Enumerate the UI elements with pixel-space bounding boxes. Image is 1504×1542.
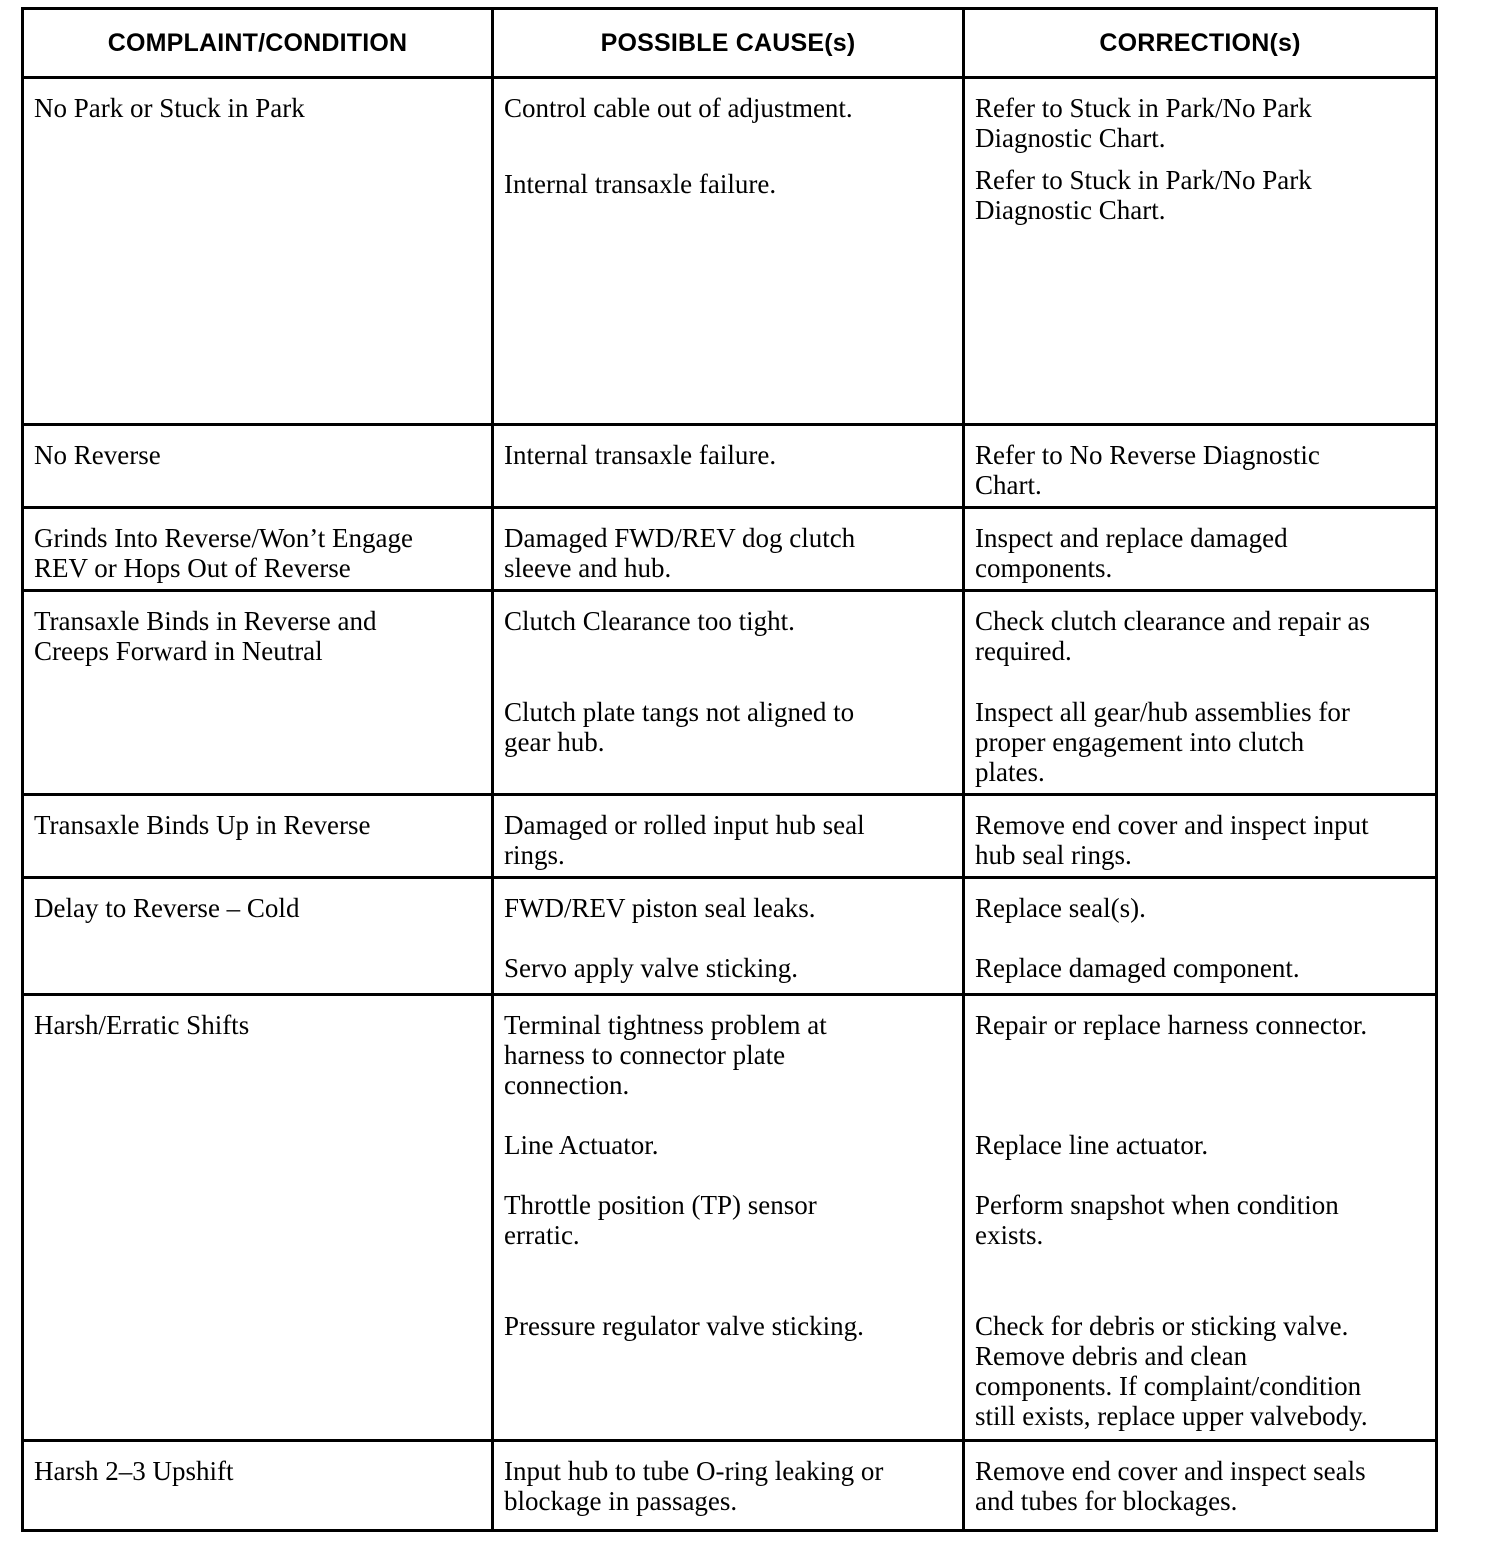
correction-text: Check for debris or sticking valve. Remove debris and clean components. If complaint/condition still exists, replace upper valvebody.	[975, 1311, 1368, 1431]
complaint-cell	[23, 1441, 493, 1531]
complaint-text: Harsh 2–3 Upshift	[34, 1456, 234, 1486]
table-row	[23, 795, 1437, 878]
table-row	[23, 995, 1437, 1441]
correction-cell	[964, 795, 1437, 878]
correction-cell	[964, 591, 1437, 795]
correction-text: Refer to Stuck in Park/No Park Diagnostic Chart.	[975, 93, 1312, 153]
cause-cell	[493, 1441, 964, 1531]
cause-text: Control cable out of adjustment.	[504, 93, 853, 123]
complaint-text: Transaxle Binds Up in Reverse	[34, 810, 371, 840]
correction-text: Replace damaged component.	[975, 953, 1300, 983]
table-body	[23, 78, 1437, 1531]
table-row	[23, 78, 1437, 425]
cause-cell	[493, 78, 964, 425]
correction-text: Refer to No Reverse Diagnostic Chart.	[975, 440, 1320, 500]
correction-cell	[964, 995, 1437, 1441]
cause-text: Pressure regulator valve sticking.	[504, 1311, 864, 1341]
cause-cell	[493, 795, 964, 878]
correction-text: Perform snapshot when condition exists.	[975, 1190, 1339, 1250]
complaint-cell	[23, 795, 493, 878]
header-complaint: COMPLAINT/CONDITION	[23, 9, 493, 78]
cause-text: Damaged FWD/REV dog clutch sleeve and hub.	[504, 523, 856, 583]
complaint-cell	[23, 508, 493, 591]
cause-text: Throttle position (TP) sensor erratic.	[504, 1190, 817, 1250]
correction-text: Replace seal(s).	[975, 893, 1146, 923]
cause-cell	[493, 995, 964, 1441]
correction-cell	[964, 425, 1437, 508]
cause-text: Damaged or rolled input hub seal rings.	[504, 810, 865, 870]
correction-text: Inspect all gear/hub assemblies for proper engagement into clutch plates.	[975, 697, 1350, 787]
table-row	[23, 878, 1437, 995]
complaint-text: Harsh/Erratic Shifts	[34, 1010, 250, 1040]
correction-cell	[964, 508, 1437, 591]
header-cause: POSSIBLE CAUSE(s)	[493, 9, 964, 78]
table-row	[23, 425, 1437, 508]
complaint-text: Transaxle Binds in Reverse and Creeps Forward in Neutral	[34, 606, 377, 666]
cause-text: Terminal tightness problem at harness to connector plate connection.	[504, 1010, 827, 1100]
complaint-cell	[23, 78, 493, 425]
complaint-cell	[23, 995, 493, 1441]
correction-text: Remove end cover and inspect seals and tubes for blockages.	[975, 1456, 1366, 1516]
correction-cell	[964, 78, 1437, 425]
table-row	[23, 591, 1437, 795]
cause-text: Line Actuator.	[504, 1130, 659, 1160]
complaint-cell	[23, 878, 493, 995]
header-row	[23, 9, 1437, 78]
cause-text: FWD/REV piston seal leaks.	[504, 893, 816, 923]
complaint-text: No Reverse	[34, 440, 161, 470]
cause-text: Internal transaxle failure.	[504, 169, 777, 199]
correction-text: Remove end cover and inspect input hub seal rings.	[975, 810, 1369, 870]
correction-text: Replace line actuator.	[975, 1130, 1209, 1160]
correction-text: Repair or replace harness connector.	[975, 1010, 1368, 1040]
complaint-text: Grinds Into Reverse/Won’t Engage REV or Hops Out of Reverse	[34, 523, 413, 583]
cause-cell	[493, 878, 964, 995]
cause-cell	[493, 591, 964, 795]
cause-cell	[493, 508, 964, 591]
correction-cell	[964, 1441, 1437, 1531]
complaint-text: No Park or Stuck in Park	[34, 93, 305, 123]
complaint-text: Delay to Reverse – Cold	[34, 893, 300, 923]
header-correction: CORRECTION(s)	[964, 9, 1437, 78]
correction-text: Check clutch clearance and repair as required.	[975, 606, 1371, 666]
table-row	[23, 508, 1437, 591]
correction-text: Refer to Stuck in Park/No Park Diagnostic Chart.	[975, 165, 1312, 225]
complaint-cell	[23, 425, 493, 508]
cause-text: Input hub to tube O-ring leaking or blockage in passages.	[504, 1456, 884, 1516]
diagnostic-table	[21, 7, 1438, 1532]
cause-text: Clutch plate tangs not aligned to gear hub.	[504, 697, 855, 757]
correction-text: Inspect and replace damaged components.	[975, 523, 1288, 583]
cause-text: Internal transaxle failure.	[504, 440, 777, 470]
cause-text: Clutch Clearance too tight.	[504, 606, 795, 636]
cause-cell	[493, 425, 964, 508]
table-row	[23, 1441, 1437, 1531]
correction-cell	[964, 878, 1437, 995]
complaint-cell	[23, 591, 493, 795]
cause-text: Servo apply valve sticking.	[504, 953, 798, 983]
